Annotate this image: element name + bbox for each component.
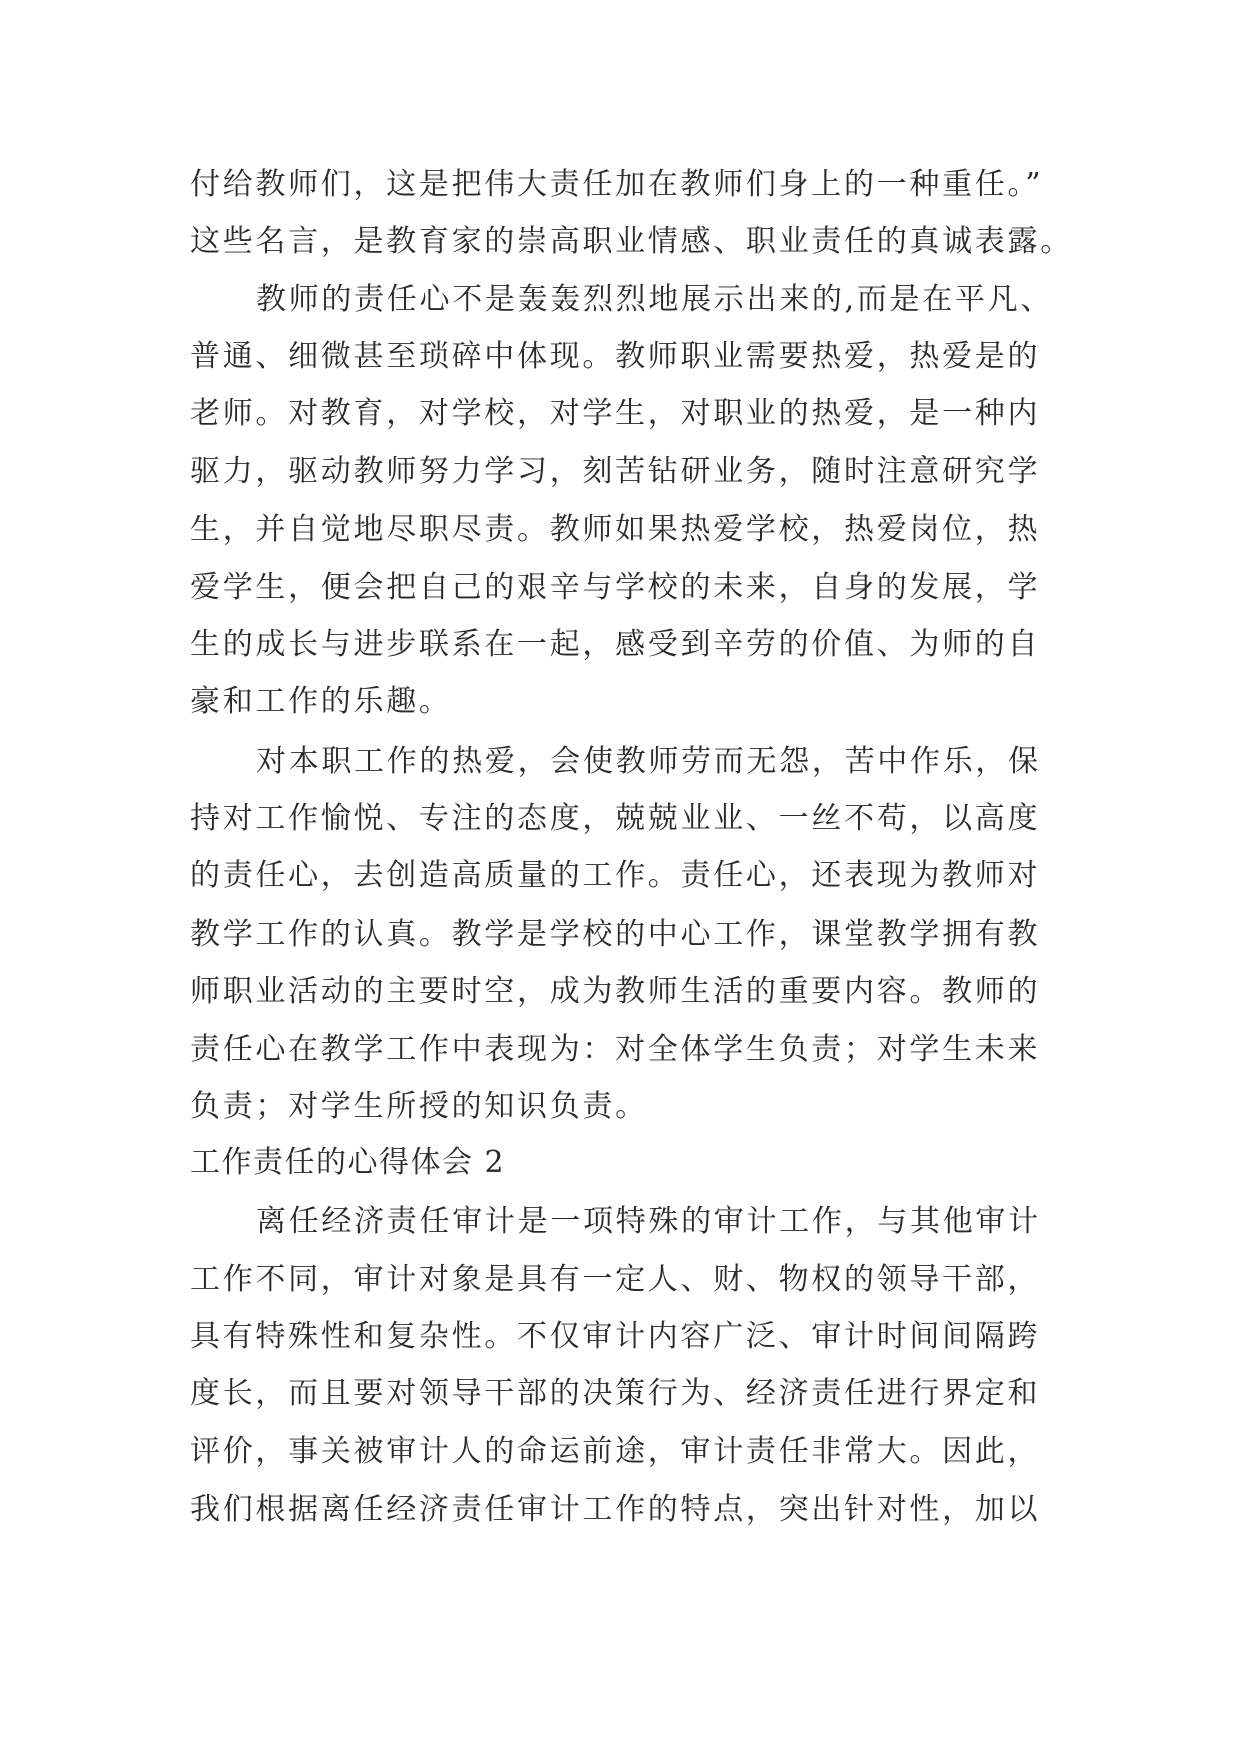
text-line: 责任心在教学工作中表现为：对全体学生负责；对学生未来 bbox=[190, 1032, 1041, 1067]
text-line: 教师的责任心不是轰轰烈烈地展示出来的,而是在平凡、 bbox=[256, 282, 1054, 317]
text-line: 的责任心，去创造高质量的工作。责任心，还表现为教师对 bbox=[190, 858, 1041, 893]
text-line: 付给教师们，这是把伟大责任加在教师们身上的一种重任。” bbox=[190, 167, 1044, 202]
section-heading: 工作责任的心得体会 2 bbox=[190, 1145, 506, 1180]
text-line: 持对工作愉悦、专注的态度，兢兢业业、一丝不苟，以高度 bbox=[190, 801, 1041, 836]
text-line: 教学工作的认真。教学是学校的中心工作，课堂教学拥有教 bbox=[190, 917, 1041, 952]
text-line: 师职业活动的主要时空，成为教师生活的重要内容。教师的 bbox=[190, 974, 1041, 1009]
text-line: 生的成长与进步联系在一起，感受到辛劳的价值、为师的自 bbox=[190, 627, 1041, 662]
text-line: 评价，事关被审计人的命运前途，审计责任非常大。因此， bbox=[190, 1434, 1041, 1469]
text-line: 对本职工作的热爱，会使教师劳而无怨，苦中作乐，保 bbox=[256, 744, 1041, 779]
text-line: 工作不同，审计对象是具有一定人、财、物权的领导干部， bbox=[190, 1262, 1041, 1297]
text-line: 老师。对教育，对学校，对学生，对职业的热爱，是一种内 bbox=[190, 396, 1041, 431]
text-line: 豪和工作的乐趣。 bbox=[190, 684, 452, 719]
text-line: 负责；对学生所授的知识负责。 bbox=[190, 1089, 648, 1124]
text-line: 普通、细微甚至琐碎中体现。教师职业需要热爱，热爱是的 bbox=[190, 339, 1041, 374]
text-line: 驱力，驱动教师努力学习，刻苦钻研业务，随时注意研究学 bbox=[190, 454, 1041, 489]
text-line: 具有特殊性和复杂性。不仅审计内容广泛、审计时间间隔跨 bbox=[190, 1319, 1041, 1354]
text-line: 这些名言，是教育家的崇高职业情感、职业责任的真诚表露。 bbox=[190, 224, 1073, 259]
text-line: 离任经济责任审计是一项特殊的审计工作，与其他审计 bbox=[256, 1204, 1041, 1239]
text-line: 我们根据离任经济责任审计工作的特点，突出针对性，加以 bbox=[190, 1492, 1041, 1527]
text-line: 爱学生，便会把自己的艰辛与学校的未来，自身的发展，学 bbox=[190, 570, 1041, 605]
text-line: 度长，而且要对领导干部的决策行为、经济责任进行界定和 bbox=[190, 1376, 1041, 1411]
text-line: 生，并自觉地尽职尽责。教师如果热爱学校，热爱岗位，热 bbox=[190, 512, 1041, 547]
